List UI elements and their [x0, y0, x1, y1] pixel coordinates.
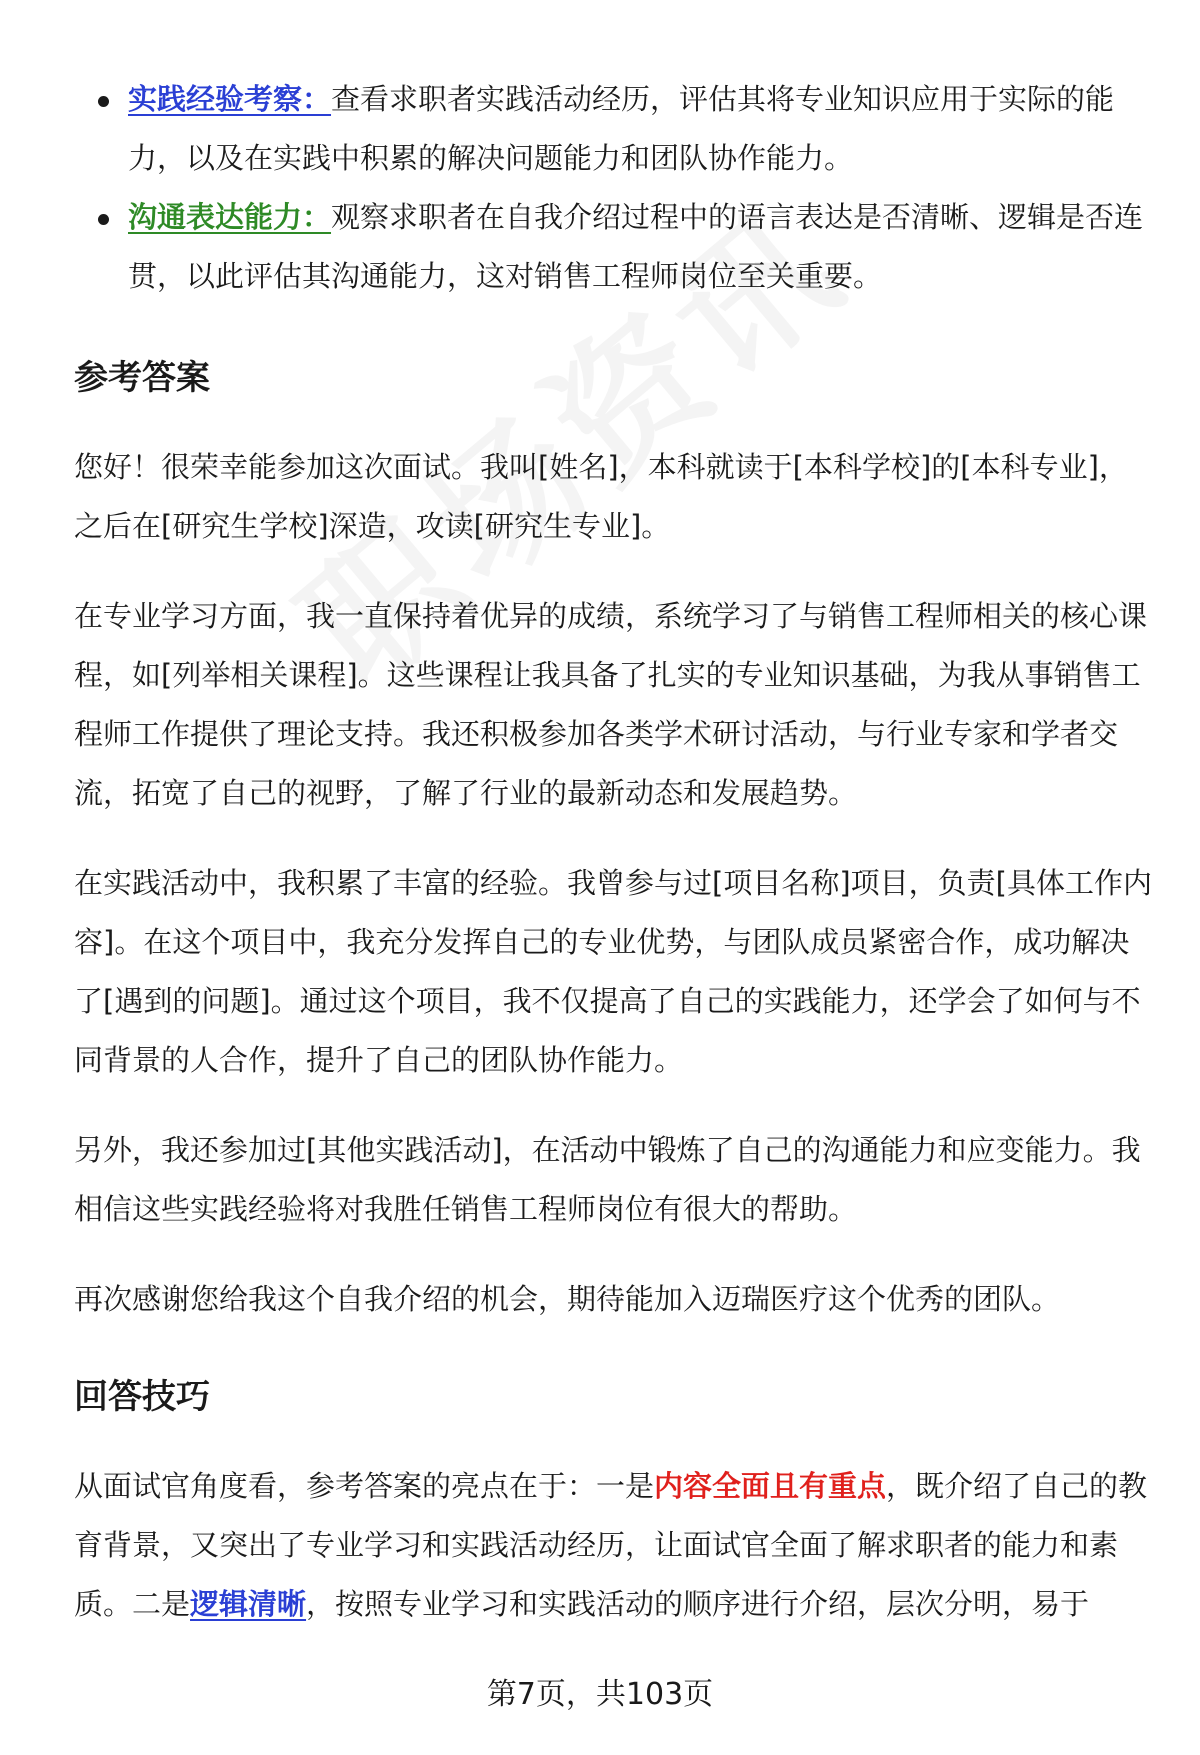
reference-paragraph: 另外，我还参加过[其他实践活动]，在活动中锻炼了自己的沟通能力和应变能力。我相信这些实践经验将对我胜任销售工程师岗位有很大的帮助。	[74, 1133, 1141, 1226]
tips-highlight: 内容全面且有重点	[654, 1469, 887, 1503]
tips-text: 从面试官角度看，参考答案的亮点在于：一是	[74, 1469, 655, 1503]
tips-paragraph	[74, 1457, 1154, 1634]
tips-highlight: 逻辑清晰	[190, 1587, 307, 1621]
list-item	[74, 188, 1154, 306]
page-number: 第7页，共103页	[486, 1677, 714, 1712]
tips-text: ，既介绍了自己的教育背景，又突出了专业学习和实践活动经历，让面试官全面了解求职者的能力和素质。二是	[74, 1469, 1148, 1621]
bullet-dot-icon	[98, 214, 109, 225]
reference-heading: 参考答案	[74, 358, 210, 398]
reference-paragraph: 在专业学习方面，我一直保持着优异的成绩，系统学习了与销售工程师相关的核心课程，如[列举相关课程]。这些课程让我具备了扎实的专业知识基础，为我从事销售工程师工作提供了理论支持。我还积极参加各类学术研讨活动，与行业专家和学者交流，拓宽了自己的视野，了解了行业的最新动态和发展趋势。	[74, 599, 1148, 810]
bullet-text: 观察求职者在自我介绍过程中的语言表达是否清晰、逻辑是否连贯，以此评估其沟通能力，这对销售工程师岗位至关重要。	[128, 200, 1144, 293]
reference-paragraph: 在实践活动中，我积累了丰富的经验。我曾参与过[项目名称]项目，负责[具体工作内容]。在这个项目中，我充分发挥自己的专业优势，与团队成员紧密合作，成功解决了[遇到的问题]。通过这个项目，我不仅提高了自己的实践能力，还学会了如何与不同背景的人合作，提升了自己的团队协作能力。	[74, 866, 1152, 1077]
reference-paragraph: 您好！很荣幸能参加这次面试。我叫[姓名]，本科就读于[本科学校]的[本科专业]，之后在[研究生学校]深造，攻读[研究生专业]。	[74, 450, 1128, 543]
bullet-text: 查看求职者实践活动经历，评估其将专业知识应用于实际的能力，以及在实践中积累的解决问题能力和团队协作能力。	[128, 82, 1115, 175]
list-item	[74, 70, 1154, 188]
bullet-label: 实践经验考察：	[128, 82, 332, 116]
tips-text: ，按照专业学习和实践活动的顺序进行介绍，层次分明，易于	[306, 1587, 1090, 1621]
bullet-label: 沟通表达能力：	[128, 200, 332, 234]
tips-heading: 回答技巧	[74, 1377, 210, 1417]
criteria-list	[74, 70, 1154, 306]
bullet-dot-icon	[98, 96, 109, 107]
content	[74, 70, 1154, 1634]
reference-paragraph: 再次感谢您给我这个自我介绍的机会，期待能加入迈瑞医疗这个优秀的团队。	[74, 1282, 1061, 1316]
